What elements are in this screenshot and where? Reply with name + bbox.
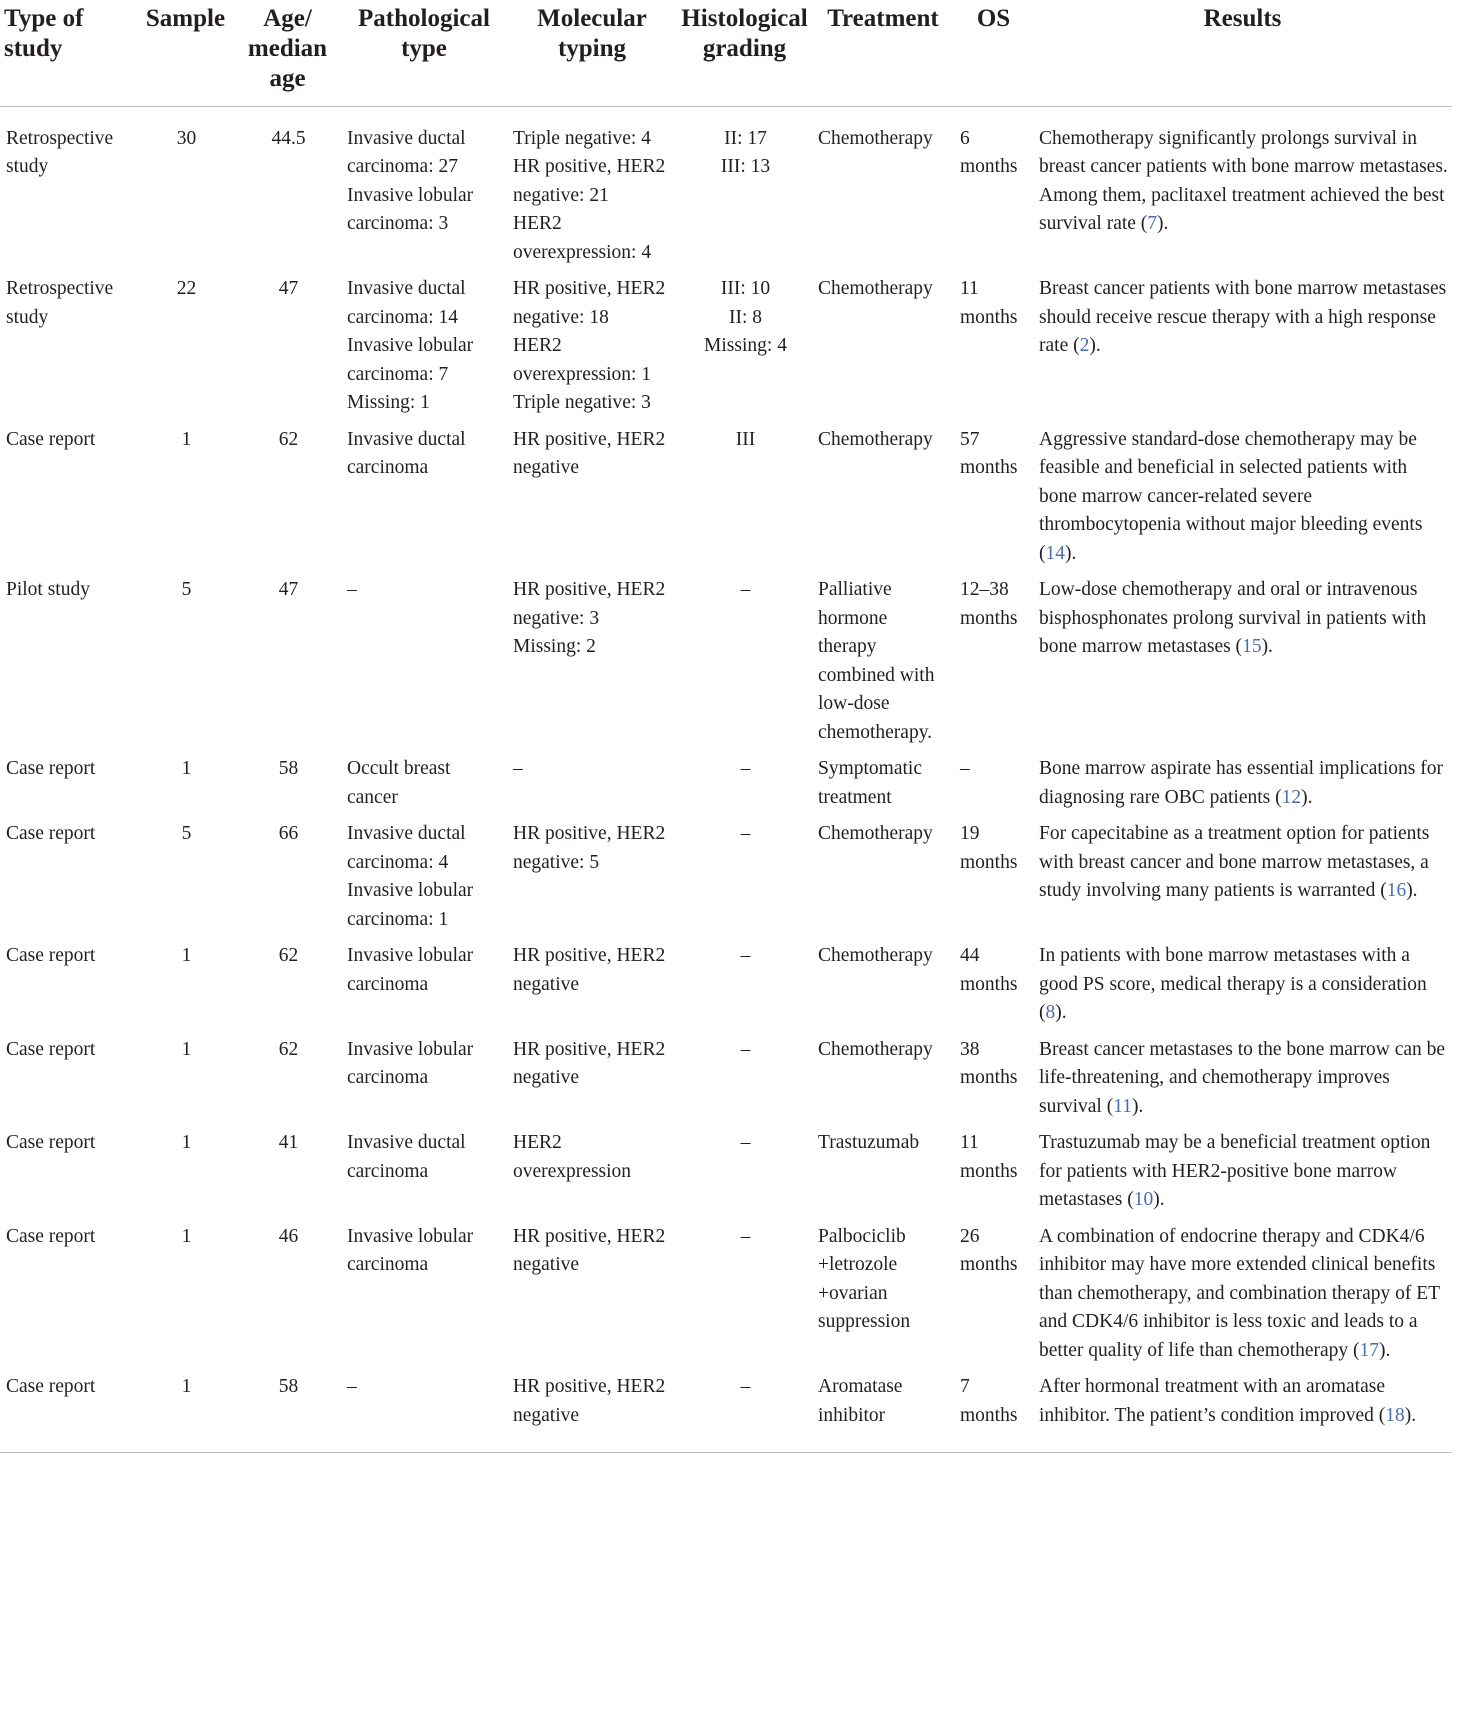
pathological-type-cell: Invasive ductal carcinoma: 27 Invasive lobular carcinoma: 3 <box>347 127 474 234</box>
column-header: Treatment <box>812 0 954 106</box>
results-text-end: ). <box>1404 1404 1417 1426</box>
results-text-end: ). <box>1379 1339 1391 1361</box>
os-cell: 57 months <box>960 428 1018 478</box>
table-row <box>0 106 1452 275</box>
results-text: Breast cancer metastases to the bone marrow can be life-threatening, and chemotherapy improves survival ( <box>1039 1038 1446 1117</box>
column-header: Sample <box>137 0 234 106</box>
column-header: Age/ median age <box>234 0 341 106</box>
treatment-cell: Palbociclib +letrozole +ovarian suppression <box>818 1225 911 1332</box>
molecular-typing-cell: HR positive, HER2 negative: 18 HER2 overexpression: 1 Triple negative: 3 <box>513 278 666 413</box>
sample-cell: 22 <box>176 278 197 299</box>
pathological-type-cell: Invasive lobular carcinoma <box>347 1038 474 1088</box>
study-type-cell: Case report <box>6 758 96 779</box>
molecular-typing-cell: HR positive, HER2 negative: 5 <box>513 823 666 873</box>
column-header: Histological grading <box>677 0 812 106</box>
study-type-cell: Retrospective study <box>6 278 114 328</box>
treatment-cell: Symptomatic treatment <box>818 758 922 808</box>
table-row <box>0 275 1452 426</box>
table-header-row <box>0 0 1452 106</box>
study-type-cell: Case report <box>6 428 96 450</box>
os-cell: 11 months <box>960 278 1018 328</box>
age-cell: 47 <box>278 579 299 600</box>
reference-link[interactable]: 17 <box>1359 1339 1380 1361</box>
column-header: Molecular typing <box>507 0 677 106</box>
histological-grading-cell: III <box>735 428 756 450</box>
age-cell: 58 <box>234 1373 341 1453</box>
os-cell: – <box>960 758 970 779</box>
histological-grading-cell: – <box>740 1038 751 1060</box>
table-row <box>0 576 1452 755</box>
results-text-end: ). <box>1055 1002 1067 1023</box>
results-text: A combination of endocrine therapy and CDK4/6 inhibitor may have more extended clinical benefits than chemotherapy, and combination therapy of ET and CDK4/6 inhibitor is less toxic and leads to a better quality of life than chemotherapy ( <box>1039 1225 1440 1361</box>
table-row <box>0 1373 1452 1453</box>
histological-grading-cell: III: 10 II: 8 Missing: 4 <box>704 278 787 356</box>
results-text-end: ). <box>1157 213 1169 234</box>
results-cell <box>1033 755 1452 820</box>
treatment-cell: Chemotherapy <box>818 278 933 299</box>
sample-cell: 1 <box>181 1132 192 1153</box>
reference-link[interactable]: 10 <box>1133 1189 1154 1210</box>
column-header: Type of study <box>0 0 137 106</box>
molecular-typing-cell: HR positive, HER2 negative <box>513 1225 666 1275</box>
study-type-cell: Case report <box>6 1038 96 1060</box>
pathological-type-cell: Invasive lobular carcinoma <box>347 1225 474 1275</box>
molecular-typing-cell: HER2 overexpression <box>513 1132 632 1182</box>
results-text-end: ). <box>1261 636 1273 657</box>
results-cell <box>1033 942 1452 1036</box>
results-text-end: ). <box>1131 1095 1144 1117</box>
results-cell <box>1033 576 1452 755</box>
reference-link[interactable]: 8 <box>1045 1002 1056 1023</box>
os-cell: 19 months <box>960 823 1018 873</box>
reference-link[interactable]: 7 <box>1147 213 1158 234</box>
molecular-typing-cell: HR positive, HER2 negative <box>513 945 666 995</box>
treatment-cell: Chemotherapy <box>818 945 933 966</box>
treatment-cell: Palliative hormone therapy combined with low-dose chemotherapy. <box>818 579 935 743</box>
reference-link[interactable]: 18 <box>1385 1404 1405 1426</box>
histological-grading-cell: – <box>740 1225 751 1247</box>
treatment-cell: Aromatase inhibitor <box>812 1373 954 1453</box>
study-type-cell: Case report <box>0 1373 137 1453</box>
study-type-cell: Case report <box>6 823 96 844</box>
results-text-end: ). <box>1153 1189 1165 1210</box>
pathological-type-cell: Occult breast cancer <box>347 758 451 808</box>
sample-cell: 1 <box>181 758 192 779</box>
table-row <box>0 755 1452 820</box>
results-cell <box>1033 820 1452 942</box>
column-header: OS <box>954 0 1033 106</box>
histological-grading-cell: – <box>740 1132 751 1153</box>
study-type-cell: Case report <box>6 945 96 966</box>
results-cell <box>1033 1036 1452 1130</box>
column-header: Results <box>1033 0 1452 106</box>
results-text: Low-dose chemotherapy and oral or intravenous bisphosphonates prolong survival in patients with bone marrow metastases ( <box>1039 579 1427 657</box>
reference-link[interactable]: 11 <box>1113 1095 1132 1117</box>
results-text: After hormonal treatment with an aromatase inhibitor. The patient’s condition improved ( <box>1039 1376 1386 1426</box>
results-text: In patients with bone marrow metastases with a good PS score, medical therapy is a consideration ( <box>1039 945 1427 1023</box>
results-text-end: ). <box>1089 335 1101 356</box>
histological-grading-cell: – <box>740 823 751 844</box>
age-cell: 62 <box>278 428 299 450</box>
pathological-type-cell: Invasive ductal carcinoma <box>347 428 466 478</box>
sample-cell: 5 <box>181 579 192 600</box>
histological-grading-cell: – <box>740 758 751 779</box>
age-cell: 66 <box>278 823 299 844</box>
sample-cell: 1 <box>181 1225 192 1247</box>
results-text: Trastuzumab may be a beneficial treatment option for patients with HER2-positive bone marrow metastases ( <box>1039 1132 1431 1210</box>
pathological-type-cell: Invasive ductal carcinoma: 4 Invasive lobular carcinoma: 1 <box>347 823 474 930</box>
pathological-type-cell: Invasive ductal carcinoma: 14 Invasive lobular carcinoma: 7 Missing: 1 <box>347 278 474 413</box>
table-row <box>0 820 1452 942</box>
table-row <box>0 1223 1452 1374</box>
results-text-end: ). <box>1065 542 1077 564</box>
reference-link[interactable]: 2 <box>1079 335 1090 356</box>
reference-link[interactable]: 15 <box>1242 636 1262 657</box>
molecular-typing-cell: HR positive, HER2 negative <box>507 1373 677 1453</box>
age-cell: 46 <box>278 1225 299 1247</box>
os-cell: 26 months <box>960 1225 1018 1275</box>
os-cell: 6 months <box>960 127 1018 177</box>
results-text: Breast cancer patients with bone marrow metastases should receive rescue therapy with a high response rate ( <box>1039 278 1447 356</box>
results-cell <box>1033 426 1452 577</box>
sample-cell: 30 <box>176 127 197 149</box>
os-cell: 11 months <box>960 1132 1018 1182</box>
os-cell: 7 months <box>954 1373 1033 1453</box>
treatment-cell: Chemotherapy <box>818 428 933 450</box>
study-type-cell: Pilot study <box>6 579 90 600</box>
table-row <box>0 1129 1452 1223</box>
results-text: Chemotherapy significantly prolongs survival in breast cancer patients with bone marrow metastases. Among them, paclitaxel treatment achieved the best survival rate ( <box>1039 127 1448 234</box>
pathological-type-cell: – <box>341 1373 507 1453</box>
age-cell: 47 <box>278 278 299 299</box>
reference-link[interactable]: 12 <box>1281 786 1302 808</box>
results-cell <box>1033 275 1452 426</box>
study-type-cell: Case report <box>6 1132 96 1153</box>
results-text: Aggressive standard-dose chemotherapy may be feasible and beneficial in selected patients with bone marrow cancer-related severe thrombocytopenia without major bleeding events ( <box>1039 428 1423 564</box>
results-text-end: ). <box>1406 880 1418 901</box>
column-header: Pathological type <box>341 0 507 106</box>
study-type-cell: Case report <box>6 1225 96 1247</box>
results-text: For capecitabine as a treatment option for patients with breast cancer and bone marrow metastases, a study involving many patients is warranted ( <box>1039 823 1430 901</box>
results-text: Bone marrow aspirate has essential implications for diagnosing rare OBC patients ( <box>1039 758 1443 808</box>
age-cell: 62 <box>278 1038 299 1060</box>
age-cell: 58 <box>278 758 299 779</box>
age-cell: 41 <box>278 1132 299 1153</box>
histological-grading-cell: – <box>677 1373 812 1453</box>
reference-link[interactable]: 14 <box>1045 542 1065 564</box>
table-body <box>0 106 1452 1453</box>
pathological-type-cell: Invasive ductal carcinoma <box>347 1132 466 1182</box>
treatment-cell: Chemotherapy <box>818 823 933 844</box>
study-type-cell: Retrospective study <box>6 127 114 177</box>
age-cell: 62 <box>278 945 299 966</box>
molecular-typing-cell: HR positive, HER2 negative <box>513 1038 666 1088</box>
molecular-typing-cell: Triple negative: 4 HR positive, HER2 negative: 21 HER2 overexpression: 4 <box>513 127 666 263</box>
sample-cell: 1 <box>181 1038 192 1060</box>
treatment-cell: Trastuzumab <box>818 1132 920 1153</box>
pathological-type-cell: – <box>347 579 357 600</box>
histological-grading-cell: – <box>740 579 751 600</box>
os-cell: 38 months <box>960 1038 1018 1088</box>
table-row <box>0 942 1452 1036</box>
os-cell: 44 months <box>960 945 1018 995</box>
sample-cell: 1 <box>181 945 192 966</box>
results-text-end: ). <box>1301 786 1313 808</box>
results-cell <box>1033 1223 1452 1374</box>
treatment-cell: Chemotherapy <box>818 1038 933 1060</box>
molecular-typing-cell: – <box>513 758 523 779</box>
sample-cell: 1 <box>181 428 192 450</box>
molecular-typing-cell: HR positive, HER2 negative: 3 Missing: 2 <box>513 579 666 657</box>
histological-grading-cell: – <box>740 945 751 966</box>
histological-grading-cell: II: 17 III: 13 <box>720 127 771 177</box>
table-row <box>0 1036 1452 1130</box>
molecular-typing-cell: HR positive, HER2 negative <box>513 428 666 478</box>
pathological-type-cell: Invasive lobular carcinoma <box>347 945 474 995</box>
reference-link[interactable]: 16 <box>1386 880 1407 901</box>
table-row <box>0 426 1452 577</box>
results-cell <box>1033 106 1452 275</box>
treatment-cell: Chemotherapy <box>818 127 933 149</box>
os-cell: 12–38 months <box>960 579 1018 629</box>
sample-cell: 1 <box>137 1373 234 1453</box>
sample-cell: 5 <box>181 823 192 844</box>
results-cell <box>1033 1129 1452 1223</box>
results-cell <box>1033 1373 1452 1453</box>
age-cell: 44.5 <box>271 127 306 149</box>
